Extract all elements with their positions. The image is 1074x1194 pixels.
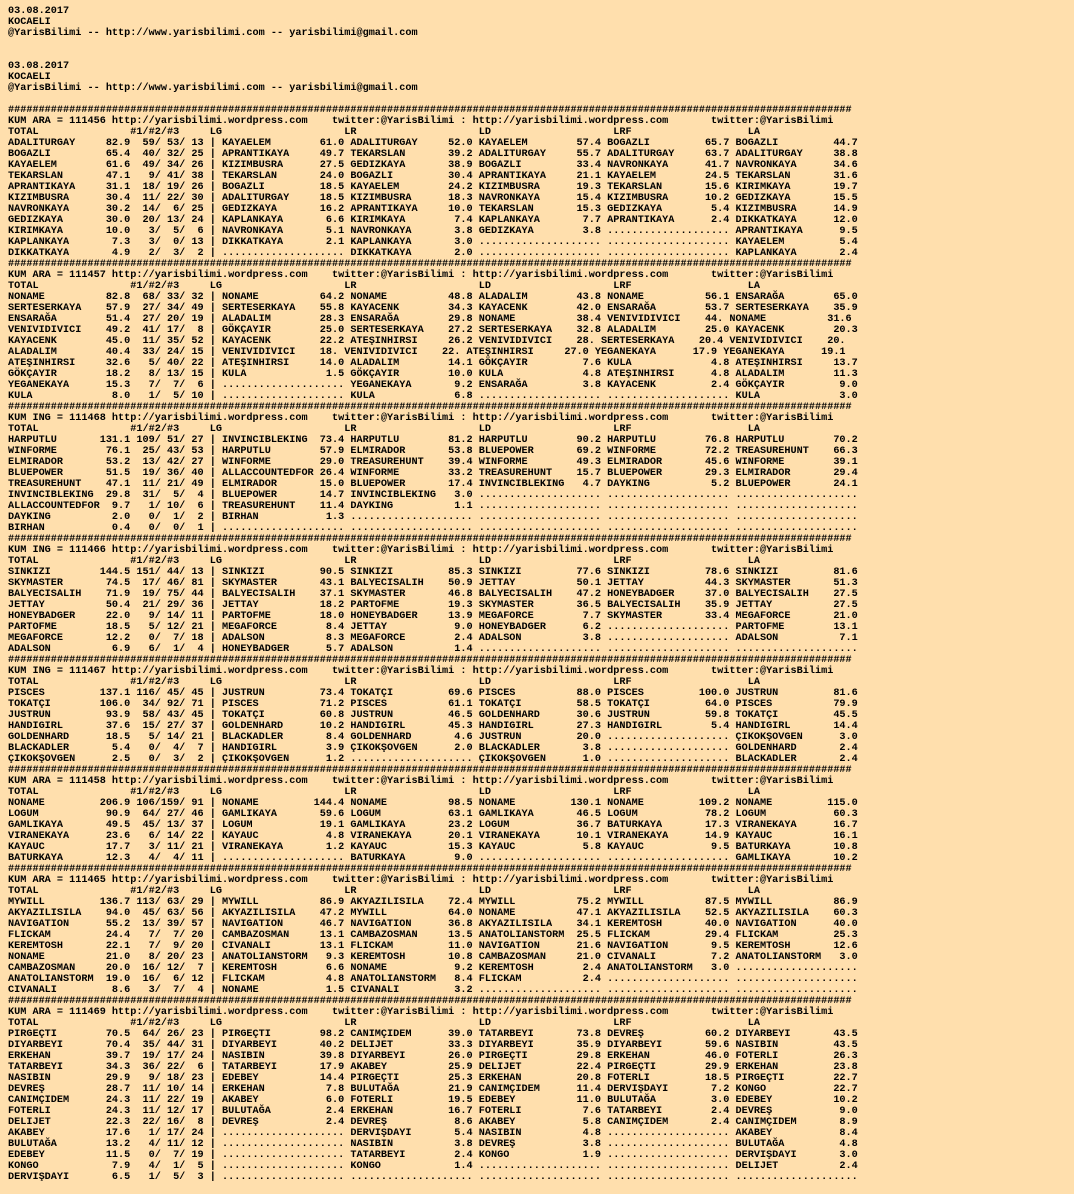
- table-row: NAVRONKAYA 30.2 14/ 6/ 25 | GEDIZKAYA 16.2 APRANTIKAYA 10.0 TEKARSLAN 15.3 GEDIZKAYA 5.4 KIZIMBUSRA 14.9: [8, 204, 858, 215]
- column-header: TOTAL #1/#2/#3 LG LR LD LRF LA: [8, 787, 760, 798]
- table-row: JUSTRUN 93.9 58/ 43/ 45 | TOKATÇI 60.8 JUSTRUN 46.5 GOLDENHARD 30.6 JUSTRUN 59.8 TOKATÇI 45.5: [8, 710, 858, 721]
- table-row: KULA 8.0 1/ 5/ 10 | .................... KULA 6.8 .................... .................... KULA 3.0: [8, 391, 858, 402]
- text-line: @YarisBilimi -- http://www.yarisbilimi.com -- yarisbilimi@gmail.com: [8, 28, 418, 39]
- table-row: FLICKAM 24.4 7/ 7/ 20 | CAMBAZOSMAN 13.1 CAMBAZOSMAN 13.5 ANATOLIANSTORM 25.5 FLICKAM 29.4 FLICKAM 25.3: [8, 930, 858, 941]
- column-header: TOTAL #1/#2/#3 LG LR LD LRF LA: [8, 886, 760, 897]
- race-header: KUM ING = 111467 http://yarisbilimi.wordpress.com twitter:@YarisBilimi : http://yarisbilimi.wordpress.com twitter:@YarisBilimi: [8, 666, 834, 677]
- column-header: TOTAL #1/#2/#3 LG LR LD LRF LA: [8, 281, 760, 292]
- table-row: BIRHAN 0.4 0/ 0/ 1 | .................... .................... .................... .................... ....................: [8, 523, 858, 534]
- text-line: KOCAELI: [8, 17, 51, 28]
- table-row: DAYKING 2.0 0/ 1/ 2 | BIRHAN 1.3 .................... .................... .................... ....................: [8, 512, 858, 523]
- table-row: NAVIGATION 55.2 13/ 39/ 57 | NAVIGATION 46.7 NAVIGATION 36.8 AKYAZILISILA 34.1 KEREMTOSH 40.0 NAVIGATION 40.0: [8, 919, 858, 930]
- table-row: BOGAZLI 65.4 40/ 32/ 25 | APRANTIKAYA 49.7 TEKARSLAN 39.2 ADALITURGAY 55.7 ADALITURGAY 63.7 ADALITURGAY 38.8: [8, 149, 858, 160]
- table-row: DEVREŞ 28.7 11/ 10/ 14 | ERKEHAN 7.8 BULUTAĞA 21.9 CANIMÇIDEM 11.4 DERVIŞDAYI 7.2 KONGO 22.7: [8, 1084, 858, 1095]
- table-row: PISCES 137.1 116/ 45/ 45 | JUSTRUN 73.4 TOKATÇI 69.6 PISCES 88.0 PISCES 100.0 JUSTRUN 81.6: [8, 688, 858, 699]
- table-row: GEDIZKAYA 30.0 20/ 13/ 24 | KAPLANKAYA 6.6 KIRIMKAYA 7.4 KAPLANKAYA 7.7 APRANTIKAYA 2.4 DIKKATKAYA 12.0: [8, 215, 858, 226]
- separator-line: ##########################################################################################################################################: [8, 105, 852, 116]
- table-row: EDEBEY 11.5 0/ 7/ 19 | .................... TATARBEYI 2.4 KONGO 1.9 .................... DERVIŞDAYI 3.0: [8, 1150, 858, 1161]
- column-header: TOTAL #1/#2/#3 LG LR LD LRF LA: [8, 556, 760, 567]
- table-row: SKYMASTER 74.5 17/ 46/ 81 | SKYMASTER 43.1 BALYECISALIH 50.9 JETTAY 50.1 JETTAY 44.3 SKYMASTER 51.3: [8, 578, 858, 589]
- table-row: ERKEHAN 39.7 19/ 17/ 24 | NASIBIN 39.8 DIYARBEYI 26.0 PIRGEÇTI 29.8 ERKEHAN 46.0 FOTERLI 26.3: [8, 1051, 858, 1062]
- separator-line: ##########################################################################################################################################: [8, 996, 852, 1007]
- table-row: KAPLANKAYA 7.3 3/ 0/ 13 | DIKKATKAYA 2.1 KAPLANKAYA 3.0 .................... .................... KAYAELEM 5.4: [8, 237, 858, 248]
- table-row: DIYARBEYI 70.4 35/ 44/ 31 | DIYARBEYI 40.2 DELIJET 33.3 DIYARBEYI 35.9 DIYARBEYI 59.6 NASIBIN 43.5: [8, 1040, 858, 1051]
- table-row: GÖKÇAYIR 18.2 8/ 13/ 15 | KULA 1.5 GÖKÇAYIR 10.0 KULA 4.8 ATEŞINHIRSI 4.8 ALADALIM 11.3: [8, 369, 858, 380]
- table-row: JETTAY 50.4 21/ 29/ 36 | JETTAY 18.2 PARTOFME 19.3 SKYMASTER 36.5 BALYECISALIH 35.9 JETTAY 27.5: [8, 600, 858, 611]
- race-header: KUM ARA = 111457 http://yarisbilimi.wordpress.com twitter:@YarisBilimi : http://yarisbilimi.wordpress.com twitter:@YarisBilimi: [8, 270, 834, 281]
- text-line: 03.08.2017: [8, 61, 70, 72]
- table-row: TEKARSLAN 47.1 9/ 41/ 38 | TEKARSLAN 24.0 BOGAZLI 30.4 APRANTIKAYA 21.1 KAYAELEM 24.5 TEKARSLAN 31.6: [8, 171, 858, 182]
- table-row: ELMIRADOR 53.2 13/ 42/ 27 | WINFORME 29.0 TREASUREHUNT 39.4 WINFORME 49.3 ELMIRADOR 45.6 WINFORME 39.1: [8, 457, 858, 468]
- race-header: KUM ARA = 111456 http://yarisbilimi.wordpress.com twitter:@YarisBilimi : http://yarisbilimi.wordpress.com twitter:@YarisBilimi: [8, 116, 834, 127]
- race-header: KUM ING = 111466 http://yarisbilimi.wordpress.com twitter:@YarisBilimi : http://yarisbilimi.wordpress.com twitter:@YarisBilimi: [8, 545, 834, 556]
- table-row: TATARBEYI 34.3 36/ 22/ 6 | TATARBEYI 17.9 AKABEY 25.9 DELIJET 22.4 PIRGEÇTI 29.9 ERKEHAN 23.8: [8, 1062, 858, 1073]
- table-row: VENIVIDIVICI 49.2 41/ 17/ 8 | GÖKÇAYIR 25.0 SERTESERKAYA 27.2 SERTESERKAYA 32.8 ALADALIM 25.0 KAYACENK 20.3: [8, 325, 858, 336]
- table-row: ADALITURGAY 82.9 59/ 53/ 13 | KAYAELEM 61.0 ADALITURGAY 52.0 KAYAELEM 57.4 BOGAZLI 65.7 BOGAZLI 44.7: [8, 138, 858, 149]
- separator-line: ##########################################################################################################################################: [8, 259, 852, 270]
- table-row: YEGANEKAYA 15.3 7/ 7/ 6 | .................... YEGANEKAYA 9.2 ENSARAĞA 3.8 KAYACENK 2.4 GÖKÇAYIR 9.0: [8, 380, 858, 391]
- table-row: ÇIKOKŞOVGEN 2.5 0/ 3/ 2 | ÇIKOKŞOVGEN 1.2 .................... ÇIKOKŞOVGEN 1.0 .................... BLACKADLER 2.4: [8, 754, 858, 765]
- table-row: MEGAFORCE 12.2 0/ 7/ 18 | ADALSON 8.3 MEGAFORCE 2.4 ADALSON 3.8 .................... ADALSON 7.1: [8, 633, 858, 644]
- table-row: VIRANEKAYA 23.6 6/ 14/ 22 | KAYAUC 4.8 VIRANEKAYA 20.1 VIRANEKAYA 10.1 VIRANEKAYA 14.9 KAYAUC 16.1: [8, 831, 858, 842]
- table-row: DIKKATKAYA 4.9 2/ 3/ 2 | .................... DIKKATKAYA 2.0 .................... .................... KAPLANKAYA 2.4: [8, 248, 858, 259]
- table-row: NASIBIN 29.9 9/ 18/ 23 | EDEBEY 14.4 PIRGEÇTI 25.3 ERKEHAN 20.8 FOTERLI 18.5 PIRGEÇTI 22.7: [8, 1073, 858, 1084]
- table-row: AKABEY 17.6 1/ 17/ 24 | .................... DERVIŞDAYI 5.4 NASIBIN 4.8 .................... AKABEY 8.4: [8, 1128, 858, 1139]
- column-header: TOTAL #1/#2/#3 LG LR LD LRF LA: [8, 1018, 760, 1029]
- column-header: TOTAL #1/#2/#3 LG LR LD LRF LA: [8, 424, 760, 435]
- table-row: WINFORME 76.1 25/ 43/ 53 | HARPUTLU 57.9 ELMIRADOR 53.8 BLUEPOWER 69.2 WINFORME 72.2 TREASUREHUNT 66.3: [8, 446, 858, 457]
- table-row: TOKATÇI 106.0 34/ 92/ 71 | PISCES 71.2 PISCES 61.1 TOKATÇI 58.5 TOKATÇI 64.0 PISCES 79.9: [8, 699, 858, 710]
- table-row: DERVIŞDAYI 6.5 1/ 5/ 3 | .................... .................... .................... .................... ....................: [8, 1172, 858, 1183]
- table-row: GOLDENHARD 18.5 5/ 14/ 21 | BLACKADLER 8.4 GOLDENHARD 4.6 JUSTRUN 20.0 .................... ÇIKOKŞOVGEN 3.0: [8, 732, 858, 743]
- table-row: ENSARAĞA 51.4 27/ 20/ 19 | ALADALIM 28.3 ENSARAĞA 29.8 NONAME 38.4 VENIVIDIVICI 44. NONAME 31.6: [8, 314, 852, 325]
- table-row: ALADALIM 40.4 33/ 24/ 15 | VENIVIDIVICI 18. VENIVIDIVICI 22. ATEŞINHIRSI 27.0 YEGANEKAYA 17.9 YEGANEKAYA 19.1: [8, 347, 846, 358]
- table-row: KAYACENK 45.0 11/ 35/ 52 | KAYACENK 22.2 ATEŞINHIRSI 26.2 VENIVIDIVICI 28. SERTESERKAYA 20.4 VENIVIDIVICI 20.: [8, 336, 846, 347]
- table-row: ANATOLIANSTORM 19.0 16/ 6/ 12 | FLICKAM 4.8 ANATOLIANSTORM 8.4 FLICKAM 2.4 .................... ....................: [8, 974, 858, 985]
- table-row: ADALSON 6.9 6/ 1/ 4 | HONEYBADGER 5.7 ADALSON 1.4 .................... .................... ....................: [8, 644, 858, 655]
- text-line: @YarisBilimi -- http://www.yarisbilimi.com -- yarisbilimi@gmail.com: [8, 83, 418, 94]
- table-row: HONEYBADGER 22.0 9/ 14/ 11 | PARTOFME 18.0 HONEYBADGER 13.9 MEGAFORCE 7.7 SKYMASTER 33.4 MEGAFORCE 21.0: [8, 611, 858, 622]
- race-header: KUM ING = 111468 http://yarisbilimi.wordpress.com twitter:@YarisBilimi : http://yarisbilimi.wordpress.com twitter:@YarisBilimi: [8, 413, 834, 424]
- column-header: TOTAL #1/#2/#3 LG LR LD LRF LA: [8, 677, 760, 688]
- table-row: BLUEPOWER 51.5 19/ 36/ 40 | ALLACCOUNTEDFOR 26.4 WINFORME 33.2 TREASUREHUNT 15.7 BLUEPOWER 29.3 ELMIRADOR 29.4: [8, 468, 858, 479]
- table-row: BLACKADLER 5.4 0/ 4/ 7 | HANDIGIRL 3.9 ÇIKOKŞOVGEN 2.0 BLACKADLER 3.8 .................... GOLDENHARD 2.4: [8, 743, 858, 754]
- table-row: CANIMÇIDEM 24.3 11/ 22/ 19 | AKABEY 6.0 FOTERLI 19.5 EDEBEY 11.0 BULUTAĞA 3.0 EDEBEY 10.2: [8, 1095, 858, 1106]
- table-row: AKYAZILISILA 94.0 45/ 63/ 56 | AKYAZILISILA 47.2 MYWILL 64.0 NONAME 47.1 AKYAZILISILA 52.5 AKYAZILISILA 60.3: [8, 908, 858, 919]
- table-row: KONGO 7.9 4/ 1/ 5 | .................... KONGO 1.4 .................... .................... DELIJET 2.4: [8, 1161, 858, 1172]
- table-row: GAMLIKAYA 49.5 45/ 13/ 37 | LOGUM 19.1 GAMLIKAYA 23.2 LOGUM 36.7 BATURKAYA 17.3 VIRANEKAYA 16.7: [8, 820, 858, 831]
- table-row: APRANTIKAYA 31.1 18/ 19/ 26 | BOGAZLI 18.5 KAYAELEM 24.2 KIZIMBUSRA 19.3 TEKARSLAN 15.6 KIRIMKAYA 19.7: [8, 182, 858, 193]
- table-row: NONAME 21.0 8/ 20/ 23 | ANATOLIANSTORM 9.3 KEREMTOSH 10.8 CAMBAZOSMAN 21.0 CIVANALI 7.2 ANATOLIANSTORM 3.0: [8, 952, 858, 963]
- table-row: BULUTAĞA 13.2 4/ 11/ 12 | .................... NASIBIN 3.8 DEVREŞ 3.8 .................... BULUTAĞA 4.8: [8, 1139, 858, 1150]
- table-row: KEREMTOSH 22.1 7/ 9/ 20 | CIVANALI 13.1 FLICKAM 11.0 NAVIGATION 21.6 NAVIGATION 9.5 KEREMTOSH 12.6: [8, 941, 858, 952]
- separator-line: ##########################################################################################################################################: [8, 534, 852, 545]
- separator-line: ##########################################################################################################################################: [8, 864, 852, 875]
- table-row: MYWILL 136.7 113/ 63/ 29 | MYWILL 86.9 AKYAZILISILA 72.4 MYWILL 75.2 MYWILL 87.5 MYWILL 86.9: [8, 897, 858, 908]
- table-row: HARPUTLU 131.1 109/ 51/ 27 | INVINCIBLEKING 73.4 HARPUTLU 81.2 HARPUTLU 90.2 HARPUTLU 76.8 HARPUTLU 70.2: [8, 435, 858, 446]
- table-row: CIVANALI 8.6 3/ 7/ 4 | NONAME 1.5 CIVANALI 3.2 .................... .................... ....................: [8, 985, 858, 996]
- race-header: KUM ARA = 111465 http://yarisbilimi.wordpress.com twitter:@YarisBilimi : http://yarisbilimi.wordpress.com twitter:@YarisBilimi: [8, 875, 834, 886]
- table-row: FOTERLI 24.3 11/ 12/ 17 | BULUTAĞA 2.4 ERKEHAN 16.7 FOTERLI 7.6 TATARBEYI 2.4 DEVREŞ 9.0: [8, 1106, 858, 1117]
- race-report-document: [8, 6, 858, 1183]
- text-line: 03.08.2017: [8, 6, 70, 17]
- table-row: TREASUREHUNT 47.1 11/ 21/ 49 | ELMIRADOR 15.0 BLUEPOWER 17.4 INVINCIBLEKING 4.7 DAYKING 5.2 BLUEPOWER 24.1: [8, 479, 858, 490]
- table-row: KAYAUC 17.7 3/ 11/ 21 | VIRANEKAYA 1.2 KAYAUC 15.3 KAYAUC 5.8 KAYAUC 9.5 BATURKAYA 10.8: [8, 842, 858, 853]
- table-row: NONAME 82.8 68/ 33/ 32 | NONAME 64.2 NONAME 48.8 ALADALIM 43.8 NONAME 56.1 ENSARAĞA 65.0: [8, 292, 858, 303]
- table-row: PIRGEÇTI 70.5 64/ 26/ 23 | PIRGEÇTI 98.2 CANIMÇIDEM 39.0 TATARBEYI 73.8 DEVREŞ 60.2 DIYARBEYI 43.5: [8, 1029, 858, 1040]
- table-row: PARTOFME 18.5 5/ 12/ 21 | MEGAFORCE 8.4 JETTAY 9.0 HONEYBADGER 6.2 .................... PARTOFME 13.1: [8, 622, 858, 633]
- separator-line: ##########################################################################################################################################: [8, 402, 852, 413]
- table-row: CAMBAZOSMAN 20.0 16/ 12/ 7 | KEREMTOSH 6.6 NONAME 9.2 KEREMTOSH 2.4 ANATOLIANSTORM 3.0 ....................: [8, 963, 858, 974]
- table-row: NONAME 206.9 106/159/ 91 | NONAME 144.4 NONAME 98.5 NONAME 130.1 NONAME 109.2 NONAME 115.0: [8, 798, 858, 809]
- table-row: ATEŞINHIRSI 32.6 5/ 40/ 22 | ATEŞINHIRSI 14.0 ALADALIM 14.1 GÖKÇAYIR 7.6 KULA 4.8 ATEŞINHIRSI 13.7: [8, 358, 858, 369]
- table-row: BATURKAYA 12.3 4/ 4/ 11 | .................... BATURKAYA 9.0 .................... .................... GAMLIKAYA 10.2: [8, 853, 858, 864]
- race-header: KUM ARA = 111458 http://yarisbilimi.wordpress.com twitter:@YarisBilimi : http://yarisbilimi.wordpress.com twitter:@YarisBilimi: [8, 776, 834, 787]
- table-row: DELIJET 22.3 22/ 16/ 8 | DEVREŞ 2.4 DEVREŞ 8.6 AKABEY 5.8 CANIMÇIDEM 2.4 CANIMÇIDEM 8.9: [8, 1117, 858, 1128]
- table-row: SINKIZI 144.5 151/ 44/ 13 | SINKIZI 90.5 SINKIZI 85.3 SINKIZI 77.6 SINKIZI 78.6 SINKIZI 81.6: [8, 567, 858, 578]
- text-line: KOCAELI: [8, 72, 51, 83]
- table-row: KAYAELEM 61.6 49/ 34/ 26 | KIZIMBUSRA 27.5 GEDIZKAYA 38.9 BOGAZLI 33.4 NAVRONKAYA 41.7 NAVRONKAYA 34.6: [8, 160, 858, 171]
- separator-line: ##########################################################################################################################################: [8, 655, 852, 666]
- table-row: HANDIGIRL 37.6 15/ 27/ 37 | GOLDENHARD 10.2 HANDIGIRL 45.3 HANDIGIRL 27.3 HANDIGIRL 5.4 HANDIGIRL 14.4: [8, 721, 858, 732]
- table-row: BALYECISALIH 71.9 19/ 75/ 44 | BALYECISALIH 37.1 SKYMASTER 46.8 BALYECISALIH 47.2 HONEYBADGER 37.0 BALYECISALIH 27.5: [8, 589, 858, 600]
- separator-line: ##########################################################################################################################################: [8, 765, 852, 776]
- table-row: KIRIMKAYA 10.0 3/ 5/ 6 | NAVRONKAYA 5.1 NAVRONKAYA 3.8 GEDIZKAYA 3.8 .................... APRANTIKAYA 9.5: [8, 226, 858, 237]
- table-row: KIZIMBUSRA 30.4 11/ 22/ 30 | ADALITURGAY 18.5 KIZIMBUSRA 18.3 NAVRONKAYA 15.4 KIZIMBUSRA 10.2 GEDIZKAYA 15.5: [8, 193, 858, 204]
- column-header: TOTAL #1/#2/#3 LG LR LD LRF LA: [8, 127, 760, 138]
- race-header: KUM ARA = 111469 http://yarisbilimi.wordpress.com twitter:@YarisBilimi : http://yarisbilimi.wordpress.com twitter:@YarisBilimi: [8, 1007, 834, 1018]
- table-row: INVINCIBLEKING 29.8 31/ 5/ 4 | BLUEPOWER 14.7 INVINCIBLEKING 3.0 .................... .................... ....................: [8, 490, 858, 501]
- table-row: ALLACCOUNTEDFOR 9.7 1/ 10/ 6 | TREASUREHUNT 11.4 DAYKING 1.1 .................... .................... ....................: [8, 501, 858, 512]
- table-row: LOGUM 90.9 64/ 27/ 46 | GAMLIKAYA 59.6 LOGUM 63.1 GAMLIKAYA 46.5 LOGUM 78.2 LOGUM 60.3: [8, 809, 858, 820]
- table-row: SERTESERKAYA 57.9 27/ 34/ 49 | SERTESERKAYA 55.8 KAYACENK 34.3 KAYACENK 42.0 ENSARAĞA 53.7 SERTESERKAYA 35.9: [8, 303, 858, 314]
